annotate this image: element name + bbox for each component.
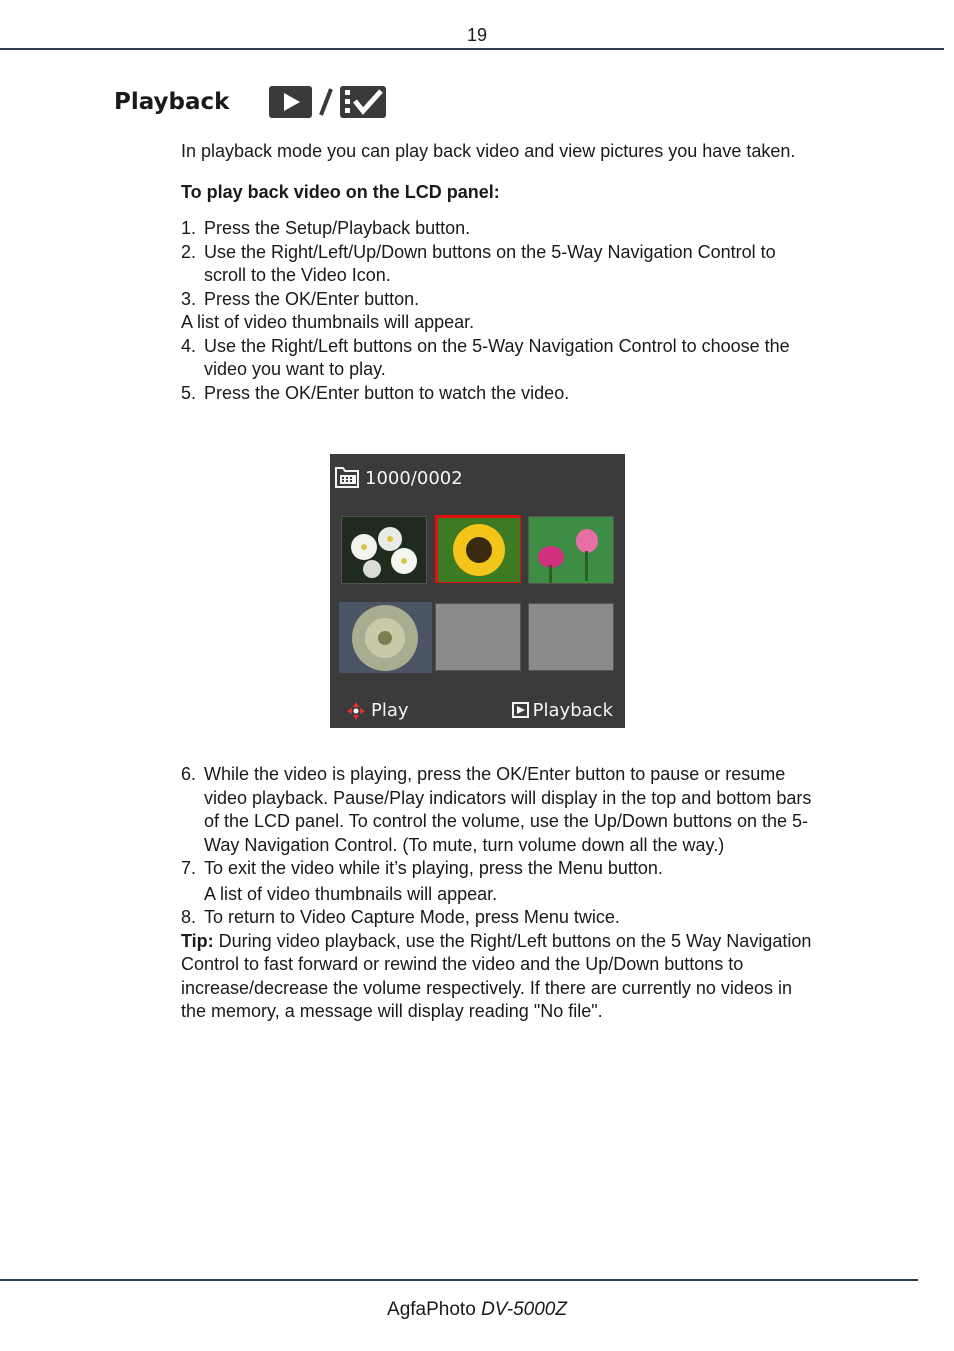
page-number: 19 (466, 25, 488, 45)
playback-mode-icon (269, 86, 312, 118)
note-text: A list of video thumbnails will appear. (181, 312, 475, 332)
list-item-continuation: of the LCD panel. To control the volume, use the Up/Down buttons on the 5- (204, 811, 809, 831)
subheading-text: To play back video on the LCD panel: (181, 182, 500, 202)
tip-label: Tip: (181, 930, 214, 951)
playback-label: Playback (532, 700, 613, 721)
video-folder-icon (334, 465, 360, 493)
cactus-thumbnail (339, 602, 432, 673)
empty-thumbnail (528, 603, 614, 671)
play-label: Play (371, 700, 409, 721)
list-item: 2. Use the Right/Left/Up/Down buttons on the 5-Way Navigation Control to (181, 241, 776, 262)
subheading (181, 181, 871, 205)
list-item-continuation: video you want to play. (204, 359, 386, 379)
header-rule (0, 48, 944, 50)
footer-rule (0, 1279, 918, 1281)
list-item: 8. To return to Video Capture Mode, press Menu twice. (181, 907, 620, 927)
list-item-continuation: scroll to the Video Icon. (204, 265, 391, 285)
playback-icon (512, 702, 529, 722)
tip-line: Control to fast forward or rewind the video and the Up/Down buttons to (181, 954, 744, 974)
steps-list-top (181, 217, 871, 405)
checkmark-mode-icon (340, 86, 386, 118)
tip-line: Tip: During video playback, use the Right/Left buttons on the 5 Way Navigation (181, 930, 812, 951)
steps-list-bottom (181, 763, 871, 1024)
slash-icon (312, 86, 340, 118)
footer-brand: AgfaPhoto (387, 1299, 476, 1320)
lcd-screen-illustration (330, 454, 625, 728)
page-footer (0, 1299, 954, 1321)
tip-line: increase/decrease the volume respectively. If there are currently no videos in (181, 977, 792, 998)
white-flowers-thumbnail (341, 516, 427, 584)
list-item: 5. Press the OK/Enter button to watch the video. (181, 382, 570, 403)
intro-text: In playback mode you can play back video and view pictures you have taken. (181, 141, 796, 161)
sunflower-thumbnail (435, 515, 521, 583)
list-item: 4. Use the Right/Left buttons on the 5-Way Navigation Control to choose the (181, 335, 790, 356)
footer-model: DV-5000Z (481, 1299, 567, 1320)
list-item-continuation: Way Navigation Control. (To mute, turn volume down all the way.) (204, 834, 725, 855)
list-item-continuation: video playback. Pause/Play indicators will display in the top and bottom bars (204, 787, 812, 808)
list-item: 3. Press the OK/Enter button. (181, 288, 420, 309)
list-item: 7. To exit the video while it’s playing, press the Menu button. (181, 858, 663, 878)
section-heading (114, 86, 386, 118)
tip-line: the memory, a message will display reading "No file". (181, 1001, 603, 1021)
list-item: 1. Press the Setup/Playback button. (181, 218, 471, 238)
note-text: A list of video thumbnails will appear. (204, 883, 498, 904)
pink-tulips-thumbnail (528, 516, 614, 584)
navigation-pad-icon (346, 701, 366, 725)
intro-paragraph (181, 140, 871, 164)
file-counter: 1000/0002 (365, 468, 463, 489)
list-item: 6. While the video is playing, press the OK/Enter button to pause or resume (181, 764, 786, 784)
empty-thumbnail (435, 603, 521, 671)
section-title: Playback (114, 89, 230, 115)
